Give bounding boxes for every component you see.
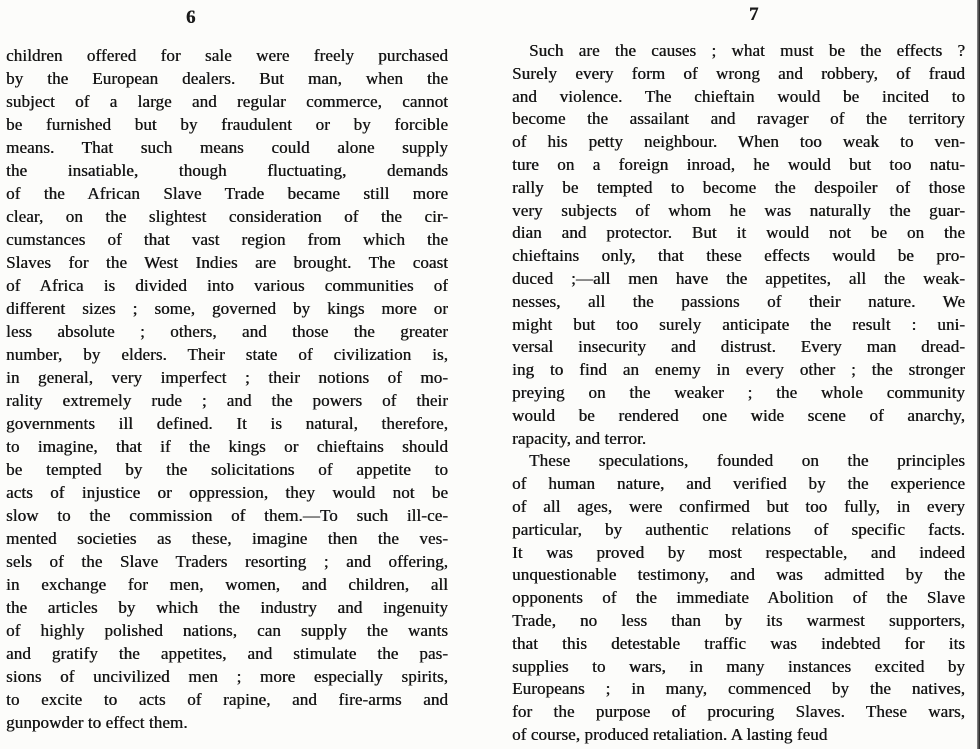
text-line: unquestionable testimony, and was admitted by the	[512, 565, 965, 585]
text-line: Trade, no less than by its warmest supporters,	[512, 610, 965, 630]
text-line: cumstances of that vast region from which the	[6, 230, 448, 249]
text-line: acts of injustice or oppression, they would not be	[6, 483, 448, 502]
text-line: very subjects of whom he was naturally the guar-	[512, 200, 965, 220]
left-page-text	[6, 44, 448, 734]
text-line: subject of a large and regular commerce, cannot	[6, 92, 448, 111]
text-line: of Africa is divided into various communities of	[6, 276, 448, 295]
text-line: gunpowder to effect them.	[6, 713, 188, 732]
text-line: of the African Slave Trade became still more	[6, 184, 448, 203]
text-line: number, by elders. Their state of civilization is,	[6, 345, 448, 364]
text-line: It was proved by most respectable, and indeed	[512, 542, 965, 562]
text-line: in general, very imperfect ; their notions of mo-	[6, 368, 448, 387]
text-line: the articles by which the industry and ingenuity	[6, 598, 448, 617]
text-line: governments ill defined. It is natural, therefore,	[6, 414, 448, 433]
text-line: different sizes ; some, governed by kings more or	[6, 299, 448, 318]
text-line: sels of the Slave Traders resorting ; and offering,	[6, 552, 448, 571]
text-line: dian and protector. But it would not be on the	[512, 223, 965, 243]
text-line: ture on a foreign inroad, he would but too natu-	[512, 154, 965, 174]
text-line: of course, produced retaliation. A lasting feud	[512, 724, 828, 744]
text-line: ing to find an enemy in every other ; the stronger	[512, 360, 965, 380]
right-page-text	[512, 40, 965, 747]
text-line: that this detestable traffic was indebted for its	[512, 633, 965, 653]
text-line: versal insecurity and distrust. Every man dread-	[512, 337, 965, 357]
text-line: might but too surely anticipate the result : uni-	[512, 314, 965, 334]
text-line: Slaves for the West Indies are brought. The coast	[6, 253, 448, 272]
text-line: of human nature, and verified by the experience	[512, 474, 965, 494]
text-line: would be rendered one wide scene of anarchy,	[512, 405, 965, 425]
text-line: nesses, all the passions of their nature. We	[512, 291, 965, 311]
text-line: duced ;—all men have the appetites, all the weak-	[512, 268, 965, 288]
left-page-number: 6	[186, 7, 196, 28]
text-line: for the purpose of procuring Slaves. These wars,	[512, 702, 965, 722]
text-line: of all ages, were confirmed but too fully, in every	[512, 496, 965, 516]
text-line: by the European dealers. But man, when the	[6, 69, 448, 88]
text-line: opponents of the immediate Abolition of the Slave	[512, 588, 965, 608]
text-line: to imagine, that if the kings or chieftains should	[6, 437, 448, 456]
text-line: Surely every form of wrong and robbery, of fraud	[512, 63, 965, 83]
text-line: clear, on the slightest consideration of the cir-	[6, 207, 448, 226]
text-line: sions of uncivilized men ; more especially spirits,	[6, 667, 448, 686]
text-line: preying on the weaker ; the whole community	[512, 382, 965, 402]
text-line: less absolute ; others, and those the greater	[6, 322, 448, 341]
text-line: rapacity, and terror.	[512, 428, 647, 448]
text-line: be furnished but by fraudulent or by forcible	[6, 115, 448, 134]
text-line: to excite to acts of rapine, and fire-arms and	[6, 690, 448, 709]
text-line: and violence. The chieftain would be incited to	[512, 86, 965, 106]
text-line: chieftains only, that these effects would be pro-	[512, 246, 965, 266]
text-line: rally be tempted to become the despoiler of those	[512, 177, 965, 197]
text-line: children offered for sale were freely purchased	[6, 46, 448, 65]
text-line: of highly polished nations, can supply the wants	[6, 621, 448, 640]
text-line: of his petty neighbour. When too weak to ven-	[512, 132, 965, 152]
text-line: Such are the causes ; what must be the effects ?	[529, 41, 965, 60]
text-line: These speculations, founded on the principles	[529, 451, 965, 471]
text-line: mented societies as these, imagine then the ves-	[6, 529, 448, 548]
text-line: the insatiable, though fluctuating, demands	[6, 161, 448, 180]
right-page-number: 7	[749, 4, 759, 25]
text-line: rality extremely rude ; and the powers of their	[6, 391, 448, 410]
text-line: means. That such means could alone supply	[6, 138, 448, 157]
text-line: become the assailant and ravager of the territory	[512, 109, 965, 129]
text-line: particular, by authentic relations of specific facts.	[512, 519, 965, 539]
text-line: supplies to wars, in many instances excited by	[512, 656, 965, 676]
text-line: slow to the commission of them.—To such ill-ce-	[6, 506, 448, 525]
text-line: Europeans ; in many, commenced by the natives,	[512, 679, 965, 699]
text-line: be tempted by the solicitations of appetite to	[6, 460, 448, 479]
text-line: and gratify the appetites, and stimulate the pas-	[6, 644, 448, 663]
text-line: in exchange for men, women, and children, all	[6, 575, 448, 594]
